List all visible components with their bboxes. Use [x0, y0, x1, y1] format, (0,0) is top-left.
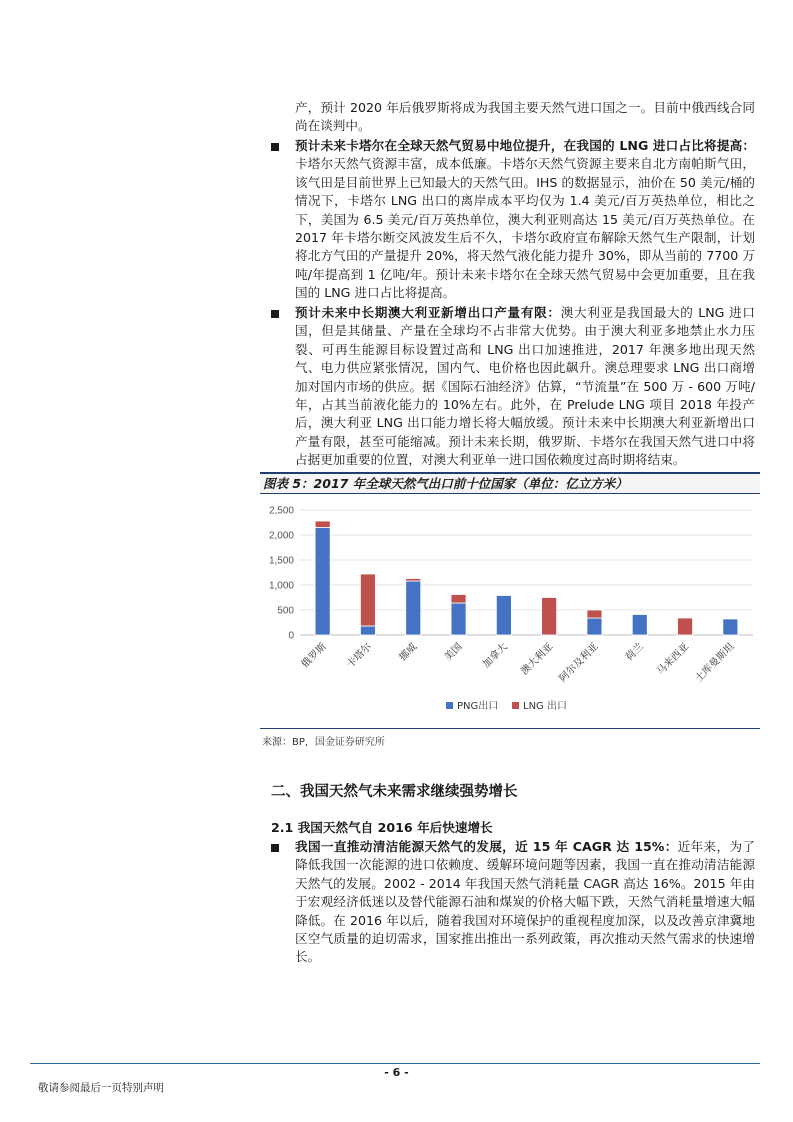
footer-rule — [30, 1063, 760, 1064]
figure-title: 图表 5：2017 年全球天然气出口前十位国家（单位：亿立方米） — [260, 472, 760, 494]
x-category-label: 土库曼斯坦 — [693, 641, 737, 685]
x-category-label: 马来西亚 — [655, 641, 692, 678]
legend-label-png: PNG出口 — [457, 701, 499, 712]
y-tick-label: 1,000 — [268, 580, 294, 592]
bullet-marker — [271, 310, 279, 318]
bar-png — [315, 528, 330, 636]
y-tick-label: 2,000 — [268, 530, 294, 542]
paragraph-qatar — [295, 137, 755, 303]
paragraph-australia-body: 澳大利亚是我国最大的 LNG 进口国，但是其储量、产量在全球均不占非常大优势。由于澳大利亚多地禁止水力压裂、可再生能源目标设置过高和 LNG 出口加速推进，2017 年澳多地出现天然气、电力供应紧张情况，国内气、电价格也因此飙升。澳总理要求 LNG 出口商增加对国内市场的供应。据《国际石油经济》估算，“节流量”在 500 万 - 600 万吨/年，占其当前液化能力的 10%左右。此外，在 Prelude LNG 项目 2018 年投产后，澳大利亚 LNG 出口能力增长将大幅放缓。预计未来中长期澳大利亚新增出口产量有限，甚至可能缩减。预计未来长期，俄罗斯、卡塔尔在我国天然气进口中将占据更加重要的位置，对澳大利亚单一进口国依赖度过高时期将结束。 — [295, 305, 756, 468]
bar-png — [451, 603, 466, 635]
paragraph-china-demand-body: 近年来，为了降低我国一次能源的进口依赖度、缓解环境问题等因素，我国一直在推动清洁能源天然气的发展。2002 - 2014 年我国天然气消耗量 CAGR 高达 16%。2015 年由于宏观经济低迷以及替代能源石油和煤炭的价格大幅下跌，天然气消耗量增速大幅降低。在 2016 年以后，随着我国对环境保护的重视程度加深，以及改善京津冀地区空气质量的迫切需求，国家推出推出一系列政策，再次推动天然气需求的快速增长。 — [295, 839, 755, 965]
bullet-marker — [271, 143, 279, 151]
paragraph-china-demand-lead: 我国一直推动清洁能源天然气的发展，近 15 年 CAGR 达 15%： — [295, 839, 678, 854]
paragraph-qatar-body: 卡塔尔天然气资源丰富，成本低廉。卡塔尔天然气资源主要来自北方南帕斯气田，该气田是目前世界上已知最大的天然气田。IHS 的数据显示，油价在 50 美元/桶的情况下，卡塔尔 LNG 出口的离岸成本平均仅为 1.4 美元/百万英热单位，相比之下，美国为 6.5 美元/百万英热单位，澳大利亚则高达 15 美元/百万英热单位。在 2017 年卡塔尔断交风波发生后不久，卡塔尔政府宣布解除天然气生产限制，计划将北方气田的产量提升 20%，将天然气液化能力提升 30%，即从当前的 7700 万吨/年提高到 1 亿吨/年。预计未来卡塔尔在全球天然气贸易中会更加重要，且在我国的 LNG 进口占比将提高。 — [295, 156, 755, 301]
x-category-label: 加拿大 — [480, 641, 510, 671]
x-category-label: 澳大利亚 — [519, 641, 556, 678]
x-category-label: 阿尔及利亚 — [557, 641, 601, 685]
y-tick-label: 500 — [277, 605, 294, 617]
bar-png — [406, 581, 421, 635]
x-category-label: 美国 — [442, 641, 465, 664]
paragraph-australia-lead: 预计未来中长期澳大利亚新增出口产量有限： — [295, 305, 561, 320]
bar-png — [632, 615, 647, 636]
paragraph-australia — [295, 304, 755, 470]
bar-lng — [678, 618, 693, 635]
bullet-marker — [271, 844, 279, 852]
paragraph-qatar-lead: 预计未来卡塔尔在全球天然气贸易中地位提升，在我国的 LNG 进口占比将提高： — [295, 138, 755, 153]
legend-swatch-png — [446, 702, 453, 709]
page-number: - 6 - — [384, 1066, 409, 1079]
legend-label-lng: LNG 出口 — [523, 701, 567, 712]
bar-png — [587, 618, 602, 635]
section-heading: 二、我国天然气未来需求继续强势增长 — [271, 784, 518, 800]
bar-lng — [360, 574, 375, 626]
bar-png — [496, 596, 511, 636]
x-category-label: 挪威 — [397, 641, 420, 664]
paragraph-russia-continuation: 产，预计 2020 年后俄罗斯将成为我国主要天然气进口国之一。目前中俄西线合同尚在谈判中。 — [295, 100, 755, 134]
legend-swatch-lng — [512, 702, 519, 709]
bar-png — [360, 626, 375, 635]
y-tick-label: 2,500 — [268, 505, 294, 517]
bar-png — [723, 619, 738, 635]
x-category-label: 俄罗斯 — [299, 641, 329, 671]
figure-bottom-rule — [260, 728, 760, 729]
bar-lng — [315, 521, 330, 528]
y-tick-label: 0 — [288, 630, 294, 642]
disclaimer-note: 敬请参阅最后一页特别声明 — [38, 1082, 164, 1094]
bar-lng — [587, 610, 602, 618]
bar-chart-svg — [260, 494, 760, 728]
bar-chart — [260, 494, 760, 728]
bar-lng — [542, 598, 557, 636]
paragraph-china-demand — [295, 838, 755, 967]
subsection-heading: 2.1 我国天然气自 2016 年后快速增长 — [271, 820, 493, 835]
y-tick-label: 1,500 — [268, 555, 294, 567]
bar-lng — [451, 595, 466, 604]
x-category-label: 荷兰 — [623, 641, 646, 664]
bar-lng — [406, 579, 421, 582]
x-category-label: 卡塔尔 — [345, 641, 375, 671]
figure-source: 来源：BP，国金证券研究所 — [262, 737, 385, 748]
